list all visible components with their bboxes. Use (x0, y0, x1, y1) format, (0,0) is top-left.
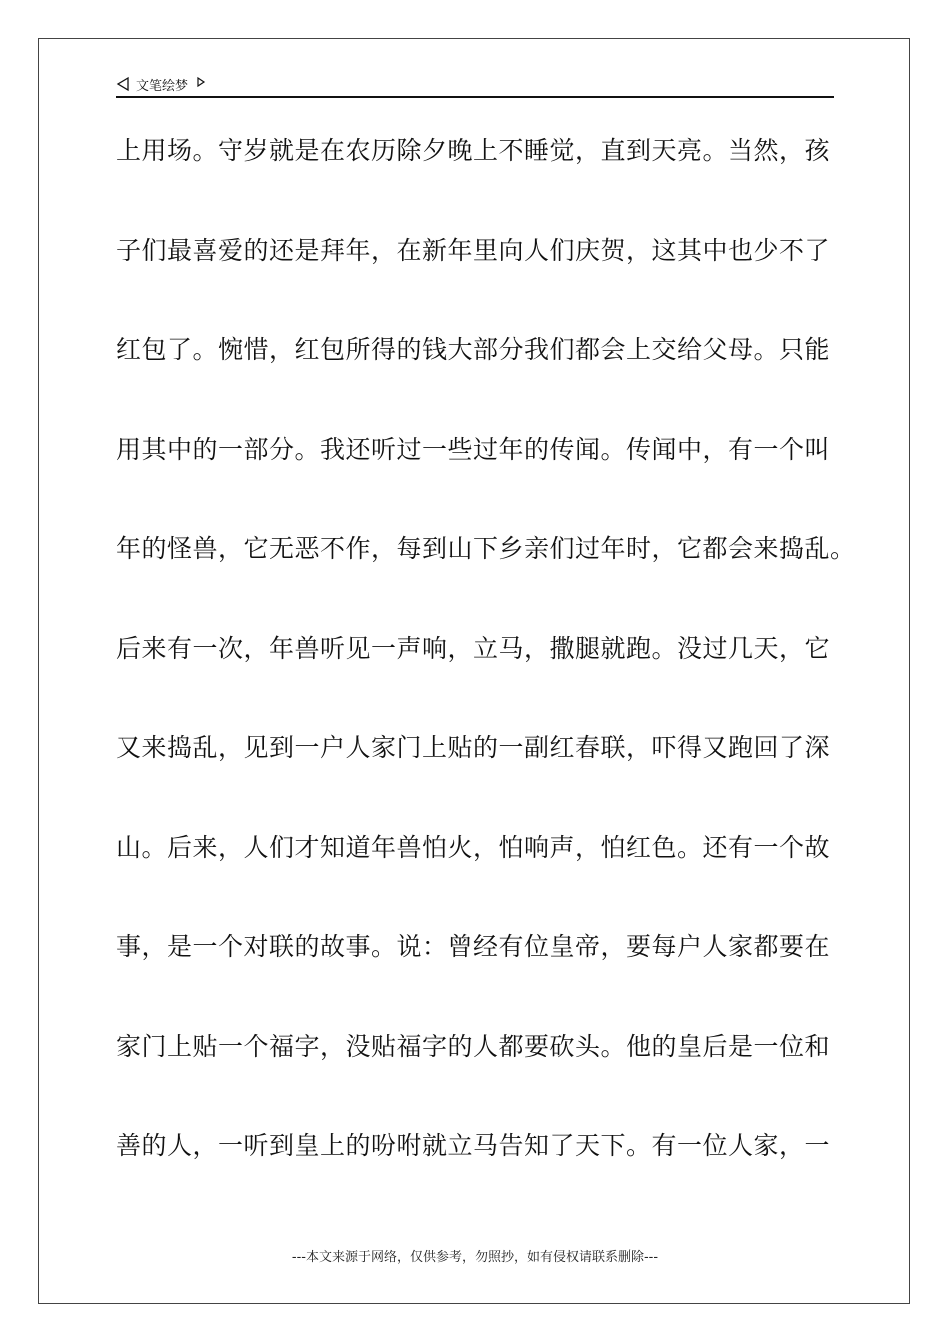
body-line-10: 家门上贴一个福字，没贴福字的人都要砍头。他的皇后是一位和 (116, 1031, 831, 1061)
body-line-2: 子们最喜爱的还是拜年，在新年里向人们庆贺，这其中也少不了 (116, 235, 831, 265)
body-line-9: 事，是一个对联的故事。说：曾经有位皇帝，要每户人家都要在 (116, 932, 831, 961)
body-line-11: 善的人，一听到皇上的吩咐就立马告知了天下。有一位人家，一 (116, 1131, 831, 1160)
page-header (116, 72, 834, 98)
page-footer: ---本文来源于网络，仅供参考，勿照抄，如有侵权请联系删除--- (291, 1250, 659, 1265)
body-line-7: 又来捣乱，见到一户人家门上贴的一副红春联，吓得又跑回了深 (116, 733, 831, 762)
body-line-8: 山。后来，人们才知道年兽怕火，怕响声，怕红色。还有一个故 (116, 832, 831, 862)
body-line-3: 红包了。惋惜，红包所得的钱大部分我们都会上交给父母。只能 (116, 335, 831, 364)
body-line-6: 后来有一次，年兽听见一声响，立马，撒腿就跑。没过几天，它 (116, 633, 831, 663)
triangle-right-outline-icon (196, 76, 206, 88)
document-body (116, 126, 856, 1221)
body-line-4: 用其中的一部分。我还听过一些过年的传闻。传闻中，有一个叫 (116, 434, 831, 464)
header-title: 文笔绘梦 (136, 78, 189, 94)
body-line-5: 年的怪兽，它无恶不作，每到山下乡亲们过年时，它都会来捣乱。 (116, 534, 856, 563)
body-line-1: 上用场。守岁就是在农历除夕晚上不睡觉，直到天亮。当然，孩 (116, 136, 831, 165)
triangle-left-outline-icon (116, 76, 130, 92)
